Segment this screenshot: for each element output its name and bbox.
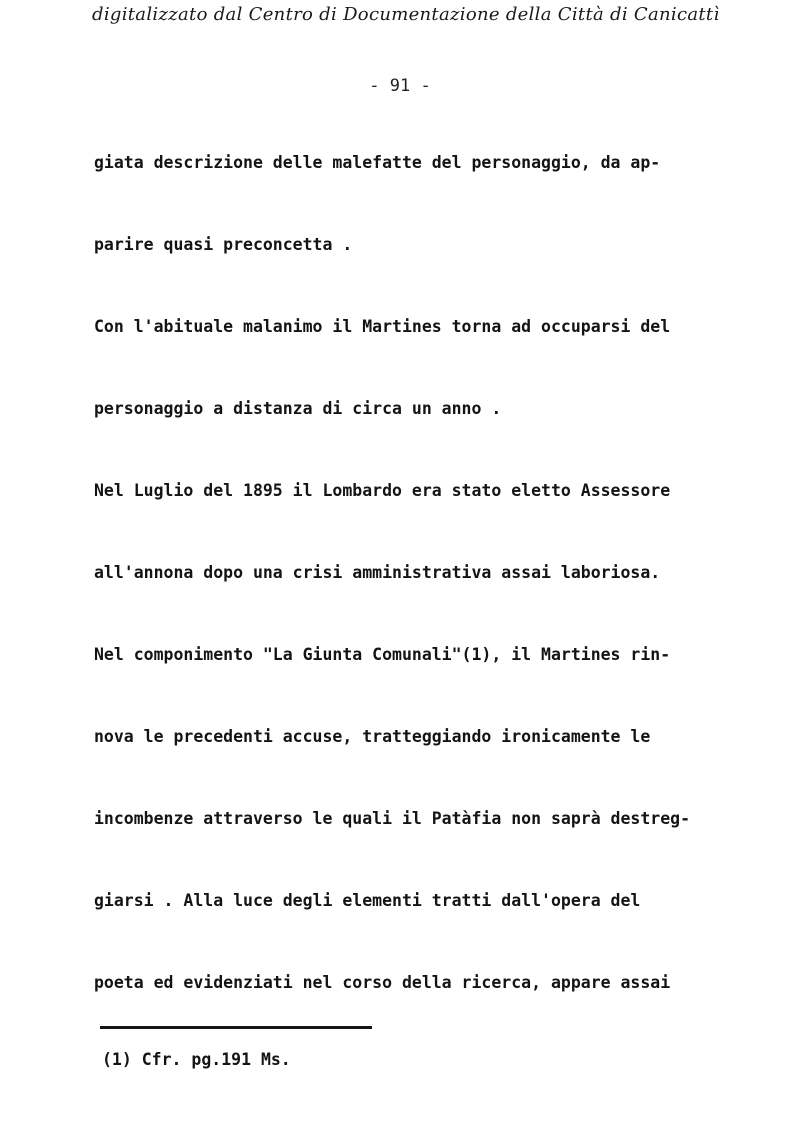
footnote: (1) Cfr. pg.191 Ms. bbox=[102, 1050, 291, 1069]
text-line: all'annona dopo una crisi amministrativa assai laboriosa. bbox=[94, 563, 661, 582]
digitization-watermark: digitalizzato dal Centro di Documentazione della Città di Canicattì bbox=[92, 4, 720, 25]
text-line: giata descrizione delle malefatte del personaggio, da ap- bbox=[94, 153, 661, 172]
footnote-divider bbox=[100, 1026, 372, 1029]
text-line: poeta ed evidenziati nel corso della ricerca, appare assai bbox=[94, 973, 671, 992]
text-line: Nel Luglio del 1895 il Lombardo era stato eletto Assessore bbox=[94, 481, 671, 500]
text-line: parire quasi preconcetta . bbox=[94, 235, 353, 254]
text-line: Nel componimento "La Giunta Comunali"(1), il Martines rin- bbox=[94, 645, 671, 664]
text-line: personaggio a distanza di circa un anno . bbox=[94, 399, 502, 418]
text-line: incombenze attraverso le quali il Patàfia non saprà destreg- bbox=[94, 809, 691, 828]
page-number: - 91 - bbox=[369, 76, 431, 96]
text-line: giarsi . Alla luce degli elementi tratti dall'opera del bbox=[94, 891, 641, 910]
body-text bbox=[94, 148, 754, 1050]
text-line: Con l'abituale malanimo il Martines torna ad occuparsi del bbox=[94, 317, 671, 336]
text-line: nova le precedenti accuse, tratteggiando ironicamente le bbox=[94, 727, 651, 746]
